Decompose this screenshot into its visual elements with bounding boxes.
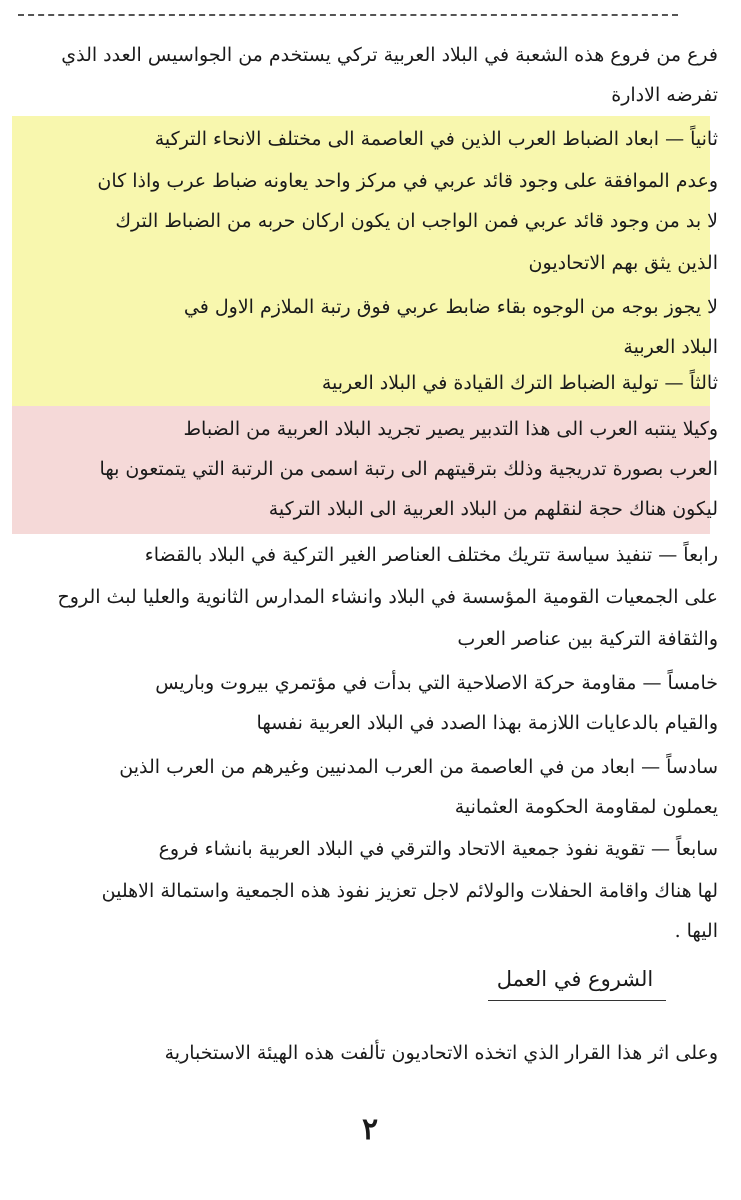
text-line: سادساً — ابعاد من في العاصمة من العرب المدنيين وغيرهم من العرب الذين: [119, 756, 718, 778]
text-line: تفرضه الادارة: [611, 84, 718, 106]
text-line: وعدم الموافقة على وجود قائد عربي في مركز واحد يعاونه ضباط عرب واذا كان: [97, 170, 718, 192]
text-line: لا يجوز بوجه من الوجوه بقاء ضابط عربي فوق رتبة الملازم الاول في: [183, 296, 718, 318]
text-line: والقيام بالدعايات اللازمة بهذا الصدد في البلاد العربية نفسها: [256, 712, 718, 734]
section-heading: الشروع في العمل: [496, 967, 654, 991]
text-line: ثانياً — ابعاد الضباط العرب الذين في العاصمة الى مختلف الانحاء التركية: [154, 128, 718, 150]
text-line: على الجمعيات القومية المؤسسة في البلاد وانشاء المدارس الثانوية والعليا لبث الروح: [57, 586, 718, 608]
text-line: سابعاً — تقوية نفوذ جمعية الاتحاد والترقي في البلاد العربية بانشاء فروع: [158, 838, 718, 860]
text-line: البلاد العربية: [623, 336, 718, 358]
text-line: يعملون لمقاومة الحكومة العثمانية: [454, 796, 718, 818]
page-number: ٢: [361, 1112, 379, 1147]
text-line: العرب بصورة تدريجية وذلك بترقيتهم الى رتبة اسمى من الرتبة التي يتمتعون بها: [99, 458, 718, 480]
heading-underline: [488, 1000, 666, 1001]
text-line: فرع من فروع هذه الشعبة في البلاد العربية تركي يستخدم من الجواسيس العدد الذي: [61, 44, 718, 66]
text-line: لها هناك واقامة الحفلات والولائم لاجل تعزيز نفوذ هذه الجمعية واستمالة الاهلين: [101, 880, 718, 902]
text-line: وكيلا ينتبه العرب الى هذا التدبير يصير تجريد البلاد العربية من الضباط: [183, 418, 718, 440]
text-line: لا بد من وجود قائد عربي فمن الواجب ان يكون اركان حربه من الضباط الترك: [115, 210, 718, 232]
text-line: الذين يثق بهم الاتحاديون: [528, 252, 718, 274]
text-line: خامساً — مقاومة حركة الاصلاحية التي بدأت في مؤتمري بيروت وباريس: [155, 672, 718, 694]
text-line: ثالثاً — تولية الضباط الترك القيادة في البلاد العربية: [321, 372, 718, 394]
closing-line: وعلى اثر هذا القرار الذي اتخذه الاتحاديون تألفت هذه الهيئة الاستخبارية: [164, 1042, 718, 1064]
text-line: والثقافة التركية بين عناصر العرب: [457, 628, 718, 650]
text-line: اليها .: [674, 920, 718, 942]
text-line: ليكون هناك حجة لنقلهم من البلاد العربية الى البلاد التركية: [268, 498, 718, 520]
top-dashed-rule: [18, 14, 678, 16]
text-line: رابعاً — تنفيذ سياسة تتريك مختلف العناصر الغير التركية في البلاد بالقضاء: [144, 544, 718, 566]
